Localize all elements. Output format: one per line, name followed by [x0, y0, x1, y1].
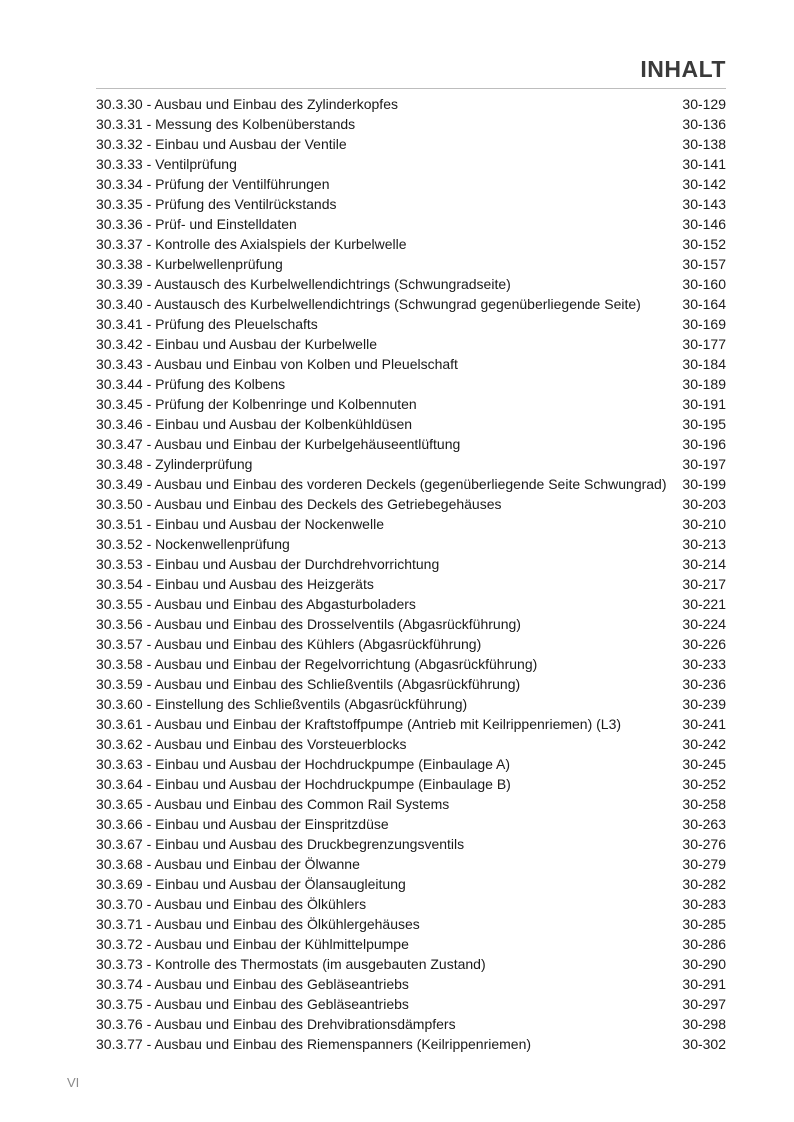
- toc-entry-title: 30.3.54 - Einbau und Ausbau des Heizgeräts: [96, 576, 374, 592]
- toc-entry-page: 30-245: [682, 756, 726, 772]
- toc-entry[interactable]: [96, 634, 726, 654]
- toc-entry-title: 30.3.38 - Kurbelwellenprüfung: [96, 256, 283, 272]
- toc-entry-title: 30.3.42 - Einbau und Ausbau der Kurbelwelle: [96, 336, 377, 352]
- toc-entry-page: 30-129: [682, 96, 726, 112]
- toc-entry-title: 30.3.60 - Einstellung des Schließventils (Abgasrückführung): [96, 696, 468, 712]
- toc-entry-page: 30-285: [682, 916, 726, 932]
- toc-entry[interactable]: [96, 974, 726, 994]
- toc-entry[interactable]: [96, 454, 726, 474]
- toc-entry-page: 30-196: [682, 436, 726, 452]
- toc-entry-page: 30-184: [682, 356, 726, 372]
- toc-entry-title: 30.3.39 - Austausch des Kurbelwellendichtrings (Schwungradseite): [96, 276, 511, 292]
- toc-entry-title: 30.3.62 - Ausbau und Einbau des Vorsteuerblocks: [96, 736, 407, 752]
- toc-entry[interactable]: [96, 414, 726, 434]
- toc-entry-page: 30-290: [682, 956, 726, 972]
- page-number: VI: [67, 1075, 80, 1090]
- toc-entry[interactable]: [96, 514, 726, 534]
- toc-entry-page: 30-199: [682, 476, 726, 492]
- toc-entry-page: 30-217: [682, 576, 726, 592]
- toc-entry[interactable]: [96, 474, 726, 494]
- toc-entry-title: 30.3.64 - Einbau und Ausbau der Hochdruckpumpe (Einbaulage B): [96, 776, 511, 792]
- toc-entry-page: 30-226: [682, 636, 726, 652]
- toc-entry[interactable]: [96, 314, 726, 334]
- toc-entry-page: 30-241: [682, 716, 726, 732]
- toc-entry-title: 30.3.45 - Prüfung der Kolbenringe und Kolbennuten: [96, 396, 417, 412]
- toc-entry-page: 30-302: [682, 1036, 726, 1052]
- toc-entry-title: 30.3.61 - Ausbau und Einbau der Kraftstoffpumpe (Antrieb mit Keilrippenriemen) (L3): [96, 716, 622, 732]
- toc-entry-title: 30.3.48 - Zylinderprüfung: [96, 456, 253, 472]
- toc-entry-page: 30-189: [682, 376, 726, 392]
- toc-entry[interactable]: [96, 174, 726, 194]
- toc-entry-page: 30-210: [682, 516, 726, 532]
- toc-entry[interactable]: [96, 894, 726, 914]
- toc-entry-title: 30.3.56 - Ausbau und Einbau des Drosselventils (Abgasrückführung): [96, 616, 521, 632]
- toc-entry[interactable]: [96, 734, 726, 754]
- toc-entry[interactable]: [96, 274, 726, 294]
- toc-entry[interactable]: [96, 854, 726, 874]
- toc-entry-title: 30.3.32 - Einbau und Ausbau der Ventile: [96, 136, 347, 152]
- toc-entry[interactable]: [96, 594, 726, 614]
- toc-entry-page: 30-146: [682, 216, 726, 232]
- toc-entry-page: 30-239: [682, 696, 726, 712]
- toc-entry-title: 30.3.30 - Ausbau und Einbau des Zylinderkopfes: [96, 96, 398, 112]
- toc-entry-title: 30.3.40 - Austausch des Kurbelwellendichtrings (Schwungrad gegenüberliegende Seite): [96, 296, 641, 312]
- toc-entry-title: 30.3.55 - Ausbau und Einbau des Abgasturboladers: [96, 596, 416, 612]
- toc-entry-page: 30-252: [682, 776, 726, 792]
- toc-entry[interactable]: [96, 1034, 726, 1054]
- toc-entry-page: 30-213: [682, 536, 726, 552]
- toc-entry[interactable]: [96, 354, 726, 374]
- toc-entry-title: 30.3.44 - Prüfung des Kolbens: [96, 376, 286, 392]
- toc-entry-title: 30.3.52 - Nockenwellenprüfung: [96, 536, 290, 552]
- toc-entry-title: 30.3.36 - Prüf- und Einstelldaten: [96, 216, 297, 232]
- toc-entry-page: 30-152: [682, 236, 726, 252]
- toc-entry[interactable]: [96, 554, 726, 574]
- toc-entry-title: 30.3.66 - Einbau und Ausbau der Einspritzdüse: [96, 816, 389, 832]
- toc-entry-title: 30.3.63 - Einbau und Ausbau der Hochdruckpumpe (Einbaulage A): [96, 756, 511, 772]
- toc-entry-page: 30-286: [682, 936, 726, 952]
- toc-entry-title: 30.3.35 - Prüfung des Ventilrückstands: [96, 196, 337, 212]
- toc-entry-page: 30-142: [682, 176, 726, 192]
- toc-entry-title: 30.3.73 - Kontrolle des Thermostats (im ausgebauten Zustand): [96, 956, 486, 972]
- toc-entry-page: 30-258: [682, 796, 726, 812]
- toc-entry-page: 30-136: [682, 116, 726, 132]
- toc-entry[interactable]: [96, 1014, 726, 1034]
- toc-entry-title: 30.3.71 - Ausbau und Einbau des Ölkühlergehäuses: [96, 916, 420, 932]
- toc-entry-page: 30-282: [682, 876, 726, 892]
- toc-entry[interactable]: [96, 814, 726, 834]
- toc-entry[interactable]: [96, 574, 726, 594]
- toc-entry-title: 30.3.57 - Ausbau und Einbau des Kühlers (Abgasrückführung): [96, 636, 482, 652]
- toc-entry[interactable]: [96, 714, 726, 734]
- toc-entry-page: 30-279: [682, 856, 726, 872]
- toc-entry-page: 30-298: [682, 1016, 726, 1032]
- toc-entry-page: 30-195: [682, 416, 726, 432]
- toc-entry-page: 30-236: [682, 676, 726, 692]
- toc-entry[interactable]: [96, 914, 726, 934]
- toc-entry[interactable]: [96, 614, 726, 634]
- toc-entry-title: 30.3.31 - Messung des Kolbenüberstands: [96, 116, 356, 132]
- toc-entry-title: 30.3.76 - Ausbau und Einbau des Drehvibrationsdämpfers: [96, 1016, 456, 1032]
- toc-entry-title: 30.3.58 - Ausbau und Einbau der Regelvorrichtung (Abgasrückführung): [96, 656, 538, 672]
- toc-entry[interactable]: [96, 234, 726, 254]
- toc-entry[interactable]: [96, 254, 726, 274]
- toc-entry-title: 30.3.59 - Ausbau und Einbau des Schließventils (Abgasrückführung): [96, 676, 521, 692]
- toc-entry[interactable]: [96, 114, 726, 134]
- toc-entry[interactable]: [96, 94, 726, 114]
- toc-entry-page: 30-191: [682, 396, 726, 412]
- toc-entry[interactable]: [96, 214, 726, 234]
- toc-entry-title: 30.3.47 - Ausbau und Einbau der Kurbelgehäuseentlüftung: [96, 436, 461, 452]
- toc-entry-page: 30-169: [682, 316, 726, 332]
- toc-entry-title: 30.3.53 - Einbau und Ausbau der Durchdrehvorrichtung: [96, 556, 440, 572]
- toc-entry-title: 30.3.69 - Einbau und Ausbau der Ölansaugleitung: [96, 876, 406, 892]
- page-title: INHALT: [640, 56, 726, 82]
- toc-entry-title: 30.3.75 - Ausbau und Einbau des Gebläseantriebs: [96, 996, 409, 1012]
- toc-entry[interactable]: [96, 194, 726, 214]
- toc-entry[interactable]: [96, 954, 726, 974]
- toc-entry-title: 30.3.41 - Prüfung des Pleuelschafts: [96, 316, 318, 332]
- toc-entry[interactable]: [96, 294, 726, 314]
- toc-entry[interactable]: [96, 434, 726, 454]
- toc-entry-page: 30-221: [682, 596, 726, 612]
- toc-entry-title: 30.3.33 - Ventilprüfung: [96, 156, 237, 172]
- toc-entry-page: 30-138: [682, 136, 726, 152]
- toc-entry[interactable]: [96, 754, 726, 774]
- toc-entry-page: 30-263: [682, 816, 726, 832]
- toc-entry[interactable]: [96, 994, 726, 1014]
- toc-entry-title: 30.3.72 - Ausbau und Einbau der Kühlmittelpumpe: [96, 936, 409, 952]
- toc-entry[interactable]: [96, 534, 726, 554]
- toc-entry[interactable]: [96, 654, 726, 674]
- toc-entry-title: 30.3.46 - Einbau und Ausbau der Kolbenkühldüsen: [96, 416, 413, 432]
- toc-entry-title: 30.3.68 - Ausbau und Einbau der Ölwanne: [96, 856, 360, 872]
- toc-entry-title: 30.3.37 - Kontrolle des Axialspiels der Kurbelwelle: [96, 236, 407, 252]
- toc-entry-title: 30.3.34 - Prüfung der Ventilführungen: [96, 176, 330, 192]
- toc-entry-page: 30-164: [682, 296, 726, 312]
- toc-entry-page: 30-242: [682, 736, 726, 752]
- toc-entry[interactable]: [96, 134, 726, 154]
- toc-entry[interactable]: [96, 774, 726, 794]
- toc-entry-page: 30-283: [682, 896, 726, 912]
- toc-entry-title: 30.3.67 - Einbau und Ausbau des Druckbegrenzungsventils: [96, 836, 465, 852]
- toc-entry-title: 30.3.77 - Ausbau und Einbau des Riemenspanners (Keilrippenriemen): [96, 1036, 532, 1052]
- toc-entry[interactable]: [96, 794, 726, 814]
- table-of-contents: [96, 94, 726, 1054]
- toc-entry-page: 30-160: [682, 276, 726, 292]
- toc-entry[interactable]: [96, 874, 726, 894]
- toc-entry-page: 30-214: [682, 556, 726, 572]
- toc-entry-page: 30-177: [682, 336, 726, 352]
- toc-entry[interactable]: [96, 494, 726, 514]
- toc-entry-title: 30.3.43 - Ausbau und Einbau von Kolben und Pleuelschaft: [96, 356, 458, 372]
- toc-entry[interactable]: [96, 394, 726, 414]
- toc-entry-page: 30-224: [682, 616, 726, 632]
- toc-entry[interactable]: [96, 334, 726, 354]
- toc-entry-page: 30-203: [682, 496, 726, 512]
- toc-entry-page: 30-276: [682, 836, 726, 852]
- toc-entry-title: 30.3.50 - Ausbau und Einbau des Deckels des Getriebegehäuses: [96, 496, 502, 512]
- toc-entry-page: 30-197: [682, 456, 726, 472]
- toc-entry-title: 30.3.74 - Ausbau und Einbau des Gebläseantriebs: [96, 976, 409, 992]
- toc-entry-title: 30.3.65 - Ausbau und Einbau des Common Rail Systems: [96, 796, 450, 812]
- toc-entry-page: 30-233: [682, 656, 726, 672]
- toc-entry-page: 30-141: [682, 156, 726, 172]
- toc-entry[interactable]: [96, 154, 726, 174]
- toc-entry[interactable]: [96, 934, 726, 954]
- toc-entry[interactable]: [96, 674, 726, 694]
- toc-entry-page: 30-297: [682, 996, 726, 1012]
- toc-entry[interactable]: [96, 694, 726, 714]
- toc-entry[interactable]: [96, 834, 726, 854]
- toc-entry-title: 30.3.49 - Ausbau und Einbau des vorderen Deckels (gegenüberliegende Seite Schwungrad): [96, 476, 667, 492]
- toc-entry-title: 30.3.70 - Ausbau und Einbau des Ölkühlers: [96, 896, 367, 912]
- toc-entry-title: 30.3.51 - Einbau und Ausbau der Nockenwelle: [96, 516, 384, 532]
- toc-entry-page: 30-143: [682, 196, 726, 212]
- toc-entry-page: 30-157: [682, 256, 726, 272]
- toc-entry-page: 30-291: [682, 976, 726, 992]
- page-header: [96, 52, 726, 89]
- toc-entry[interactable]: [96, 374, 726, 394]
